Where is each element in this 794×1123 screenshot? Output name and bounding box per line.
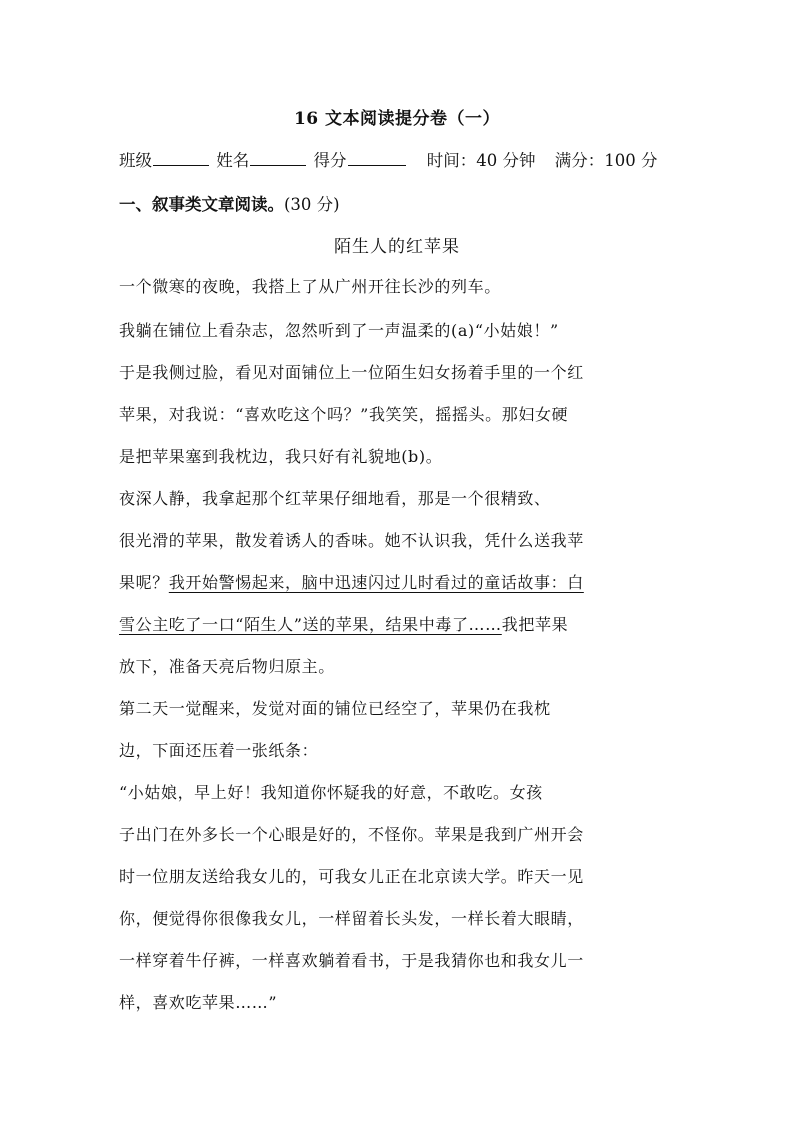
class-label: 班级 <box>119 151 152 170</box>
name-label: 姓名 <box>216 151 250 170</box>
section-heading-text: 一、叙事类文章阅读。 <box>119 195 284 214</box>
section-score: (30 分) <box>284 195 340 214</box>
page-title: 16 文本阅读提分卷（一） <box>293 109 501 129</box>
story-line-mixed <box>119 612 568 635</box>
section-heading <box>119 191 340 215</box>
class-blank[interactable] <box>153 150 209 166</box>
full-score-label: 满分：100 分 <box>554 151 658 170</box>
underlined-sentence: 雪公主吃了一口“陌生人”送的苹果，结果中毒了…… <box>119 615 502 634</box>
story-line: 我躺在铺位上看杂志，忽然听到了一声温柔的(a)“小姑娘！” <box>119 321 559 340</box>
story-line: 一样穿着牛仔裤，一样喜欢躺着看书，于是我猜你也和我女儿一 <box>119 951 584 970</box>
underlined-sentence: 我开始警惕起来，脑中迅速闪过儿时看过的童话故事：白 <box>168 573 584 592</box>
story-title: 陌生人的红苹果 <box>334 237 460 257</box>
story-text: 我把苹果 <box>501 615 569 634</box>
story-line: 放下，准备天亮后物归原主。 <box>119 657 335 676</box>
story-text: 果呢？ <box>119 573 169 592</box>
story-line: 一个微寒的夜晚，我搭上了从广州开往长沙的列车。 <box>119 277 501 296</box>
story-line: 时一位朋友送给我女儿的，可我女儿正在北京读大学。昨天一见 <box>119 867 584 886</box>
story-line: 你，便觉得你很像我女儿，一样留着长头发，一样长着大眼睛， <box>119 909 584 928</box>
story-line: 于是我侧过脸，看见对面铺位上一位陌生妇女扬着手里的一个红 <box>119 363 584 382</box>
story-line: 夜深人静，我拿起那个红苹果仔细地看，那是一个很精致、 <box>119 489 551 508</box>
student-info-line <box>119 147 679 171</box>
score-blank[interactable] <box>348 150 406 166</box>
score-label: 得分 <box>313 151 347 170</box>
story-line: 很光滑的苹果，散发着诱人的香味。她不认识我，凭什么送我苹 <box>119 531 584 550</box>
name-blank[interactable] <box>250 150 306 166</box>
story-line-mixed <box>119 570 584 593</box>
story-line: 苹果，对我说：“喜欢吃这个吗？”我笑笑，摇摇头。那妇女硬 <box>119 405 569 424</box>
story-line: 第二天一觉醒来，发觉对面的铺位已经空了，苹果仍在我枕 <box>119 699 551 718</box>
story-line: “小姑娘，早上好！我知道你怀疑我的好意，不敢吃。女孩 <box>119 783 543 802</box>
story-line: 样，喜欢吃苹果……” <box>119 993 278 1012</box>
time-label: 时间：40 分钟 <box>426 151 536 170</box>
story-line: 是把苹果塞到我枕边，我只好有礼貌地(b)。 <box>119 447 443 466</box>
story-line: 子出门在外多长一个心眼是好的，不怪你。苹果是我到广州开会 <box>119 825 584 844</box>
story-line: 边，下面还压着一张纸条： <box>119 741 319 760</box>
